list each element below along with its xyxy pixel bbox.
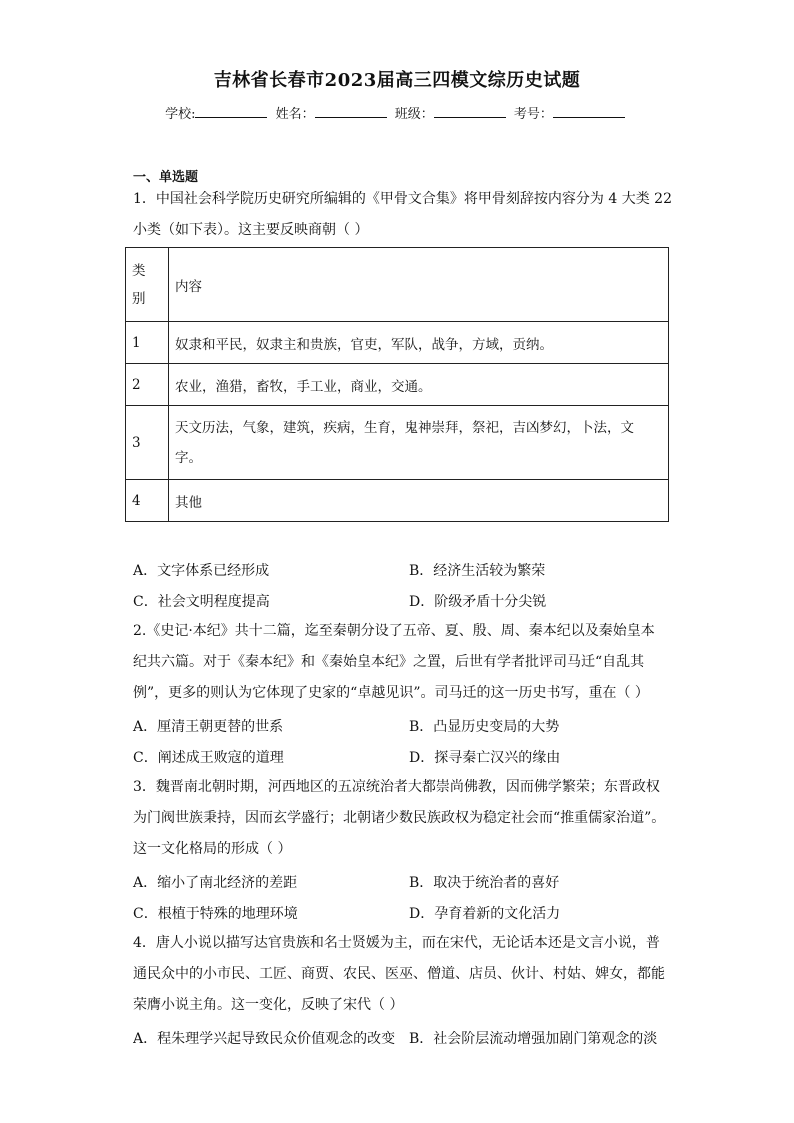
option-row xyxy=(133,872,693,903)
question-line: 为门阀世族秉持，因而玄学盛行；北朝诸少数民族政权为稳定社会而“推重儒家治道”。 xyxy=(133,810,666,826)
question-line: 4．唐人小说以描写达官贵族和名士贤媛为主，而在宋代，无论话本还是文言小说，普 xyxy=(133,935,660,951)
question-2-stem xyxy=(133,616,673,709)
question-line: 纪共六篇。对于《秦本纪》和《秦始皇本纪》之置，后世有学者批评司马迁“自乱其 xyxy=(133,654,645,670)
option-row xyxy=(133,1028,661,1059)
option-d[interactable]: D．孕育着新的文化活力 xyxy=(409,906,561,922)
option-b[interactable]: B．取决于统治者的喜好 xyxy=(409,875,560,891)
question-line: 1．中国社会科学院历史研究所编辑的《甲骨文合集》将甲骨刻辞按内容分为 4 大类 22 xyxy=(133,191,672,207)
option-c[interactable]: C．社会文明程度提高 xyxy=(133,594,270,610)
option-a[interactable]: A．厘清王朝更替的世系 xyxy=(133,719,284,735)
table-header-content: 内容 xyxy=(169,248,669,322)
table-row xyxy=(126,406,669,480)
classification-table xyxy=(125,247,669,522)
option-row xyxy=(133,560,693,591)
school-blank xyxy=(195,104,267,118)
class-label: 班级： xyxy=(394,107,434,122)
question-1-stem xyxy=(133,184,673,246)
question-2-options xyxy=(133,716,693,778)
option-d[interactable]: D．探寻秦亡汉兴的缘由 xyxy=(409,750,561,766)
question-line: 3．魏晋南北朝时期，河西地区的五凉统治者大都崇尚佛教，因而佛学繁荣；东晋政权 xyxy=(133,779,660,795)
table-cell-content: 其他 xyxy=(169,480,669,522)
question-3-stem xyxy=(133,772,673,865)
option-d[interactable]: D．阶级矛盾十分尖锐 xyxy=(409,594,547,610)
question-line: 通民众中的小市民、工匠、商贾、农民、医巫、僧道、店员、伙计、村姑、婢女，都能 xyxy=(133,966,665,982)
header-cat-char: 别 xyxy=(132,290,146,307)
option-a[interactable]: A．缩小了南北经济的差距 xyxy=(133,875,298,891)
table-cell-category: 4 xyxy=(126,480,169,522)
name-blank xyxy=(315,104,387,118)
section-heading: 一、单选题 xyxy=(133,170,199,185)
option-b[interactable]: B．经济生活较为繁荣 xyxy=(409,563,546,579)
table-header-row xyxy=(126,248,669,322)
option-b[interactable]: B．凸显历史变局的大势 xyxy=(409,719,560,735)
question-line: 这一文化格局的形成（ ） xyxy=(133,841,292,857)
question-line: 荣膺小说主角。这一变化，反映了宋代（ ） xyxy=(133,997,404,1013)
table-cell-category: 3 xyxy=(126,406,169,480)
header-cat-char: 类 xyxy=(132,262,146,279)
table-cell-category: 1 xyxy=(126,322,169,364)
question-1-options xyxy=(133,560,693,622)
table-row xyxy=(126,480,669,522)
table-row xyxy=(126,364,669,406)
table-header-category xyxy=(126,248,169,322)
option-a[interactable]: A．文字体系已经形成 xyxy=(133,563,270,579)
table-cell-content: 农业，渔猎，畜牧，手工业，商业，交通。 xyxy=(169,364,669,406)
table-row xyxy=(126,322,669,364)
option-a[interactable]: A．程朱理学兴起导致民众价值观念的改变 xyxy=(133,1031,396,1047)
class-blank xyxy=(434,104,506,118)
exam-number-blank xyxy=(553,104,625,118)
option-row xyxy=(133,716,693,747)
exam-title: 吉林省长春市2023届高三四模文综历史试题 xyxy=(213,70,581,91)
question-line: 2.《史记·本纪》共十二篇，迄至秦朝分设了五帝、夏、殷、周、秦本纪以及秦始皇本 xyxy=(133,623,655,639)
question-line: 例”，更多的则认为它体现了史家的“卓越见识”。司马迁的这一历史书写，重在（ ） xyxy=(133,685,649,701)
exam-number-label: 考号： xyxy=(513,107,553,122)
option-c[interactable]: C．根植于特殊的地理环境 xyxy=(133,906,298,922)
question-4-options xyxy=(133,1028,661,1059)
table-cell-content: 天文历法，气象，建筑，疾病，生育，鬼神崇拜，祭祀，吉凶梦幻，卜法，文字。 xyxy=(169,406,669,480)
question-4-stem xyxy=(133,928,673,1021)
option-c[interactable]: C．阐述成王败寇的道理 xyxy=(133,750,284,766)
table-cell-content: 奴隶和平民，奴隶主和贵族，官吏，军队，战争，方域，贡纳。 xyxy=(169,322,669,364)
question-line: 小类（如下表）。这主要反映商朝（ ） xyxy=(133,222,369,238)
table-cell-category: 2 xyxy=(126,364,169,406)
student-info-line xyxy=(0,103,794,122)
name-label: 姓名： xyxy=(275,107,315,122)
question-3-options xyxy=(133,872,693,934)
school-label: 学校: xyxy=(165,107,196,122)
option-b[interactable]: B．社会阶层流动增强加剧门第观念的淡 xyxy=(409,1031,658,1047)
